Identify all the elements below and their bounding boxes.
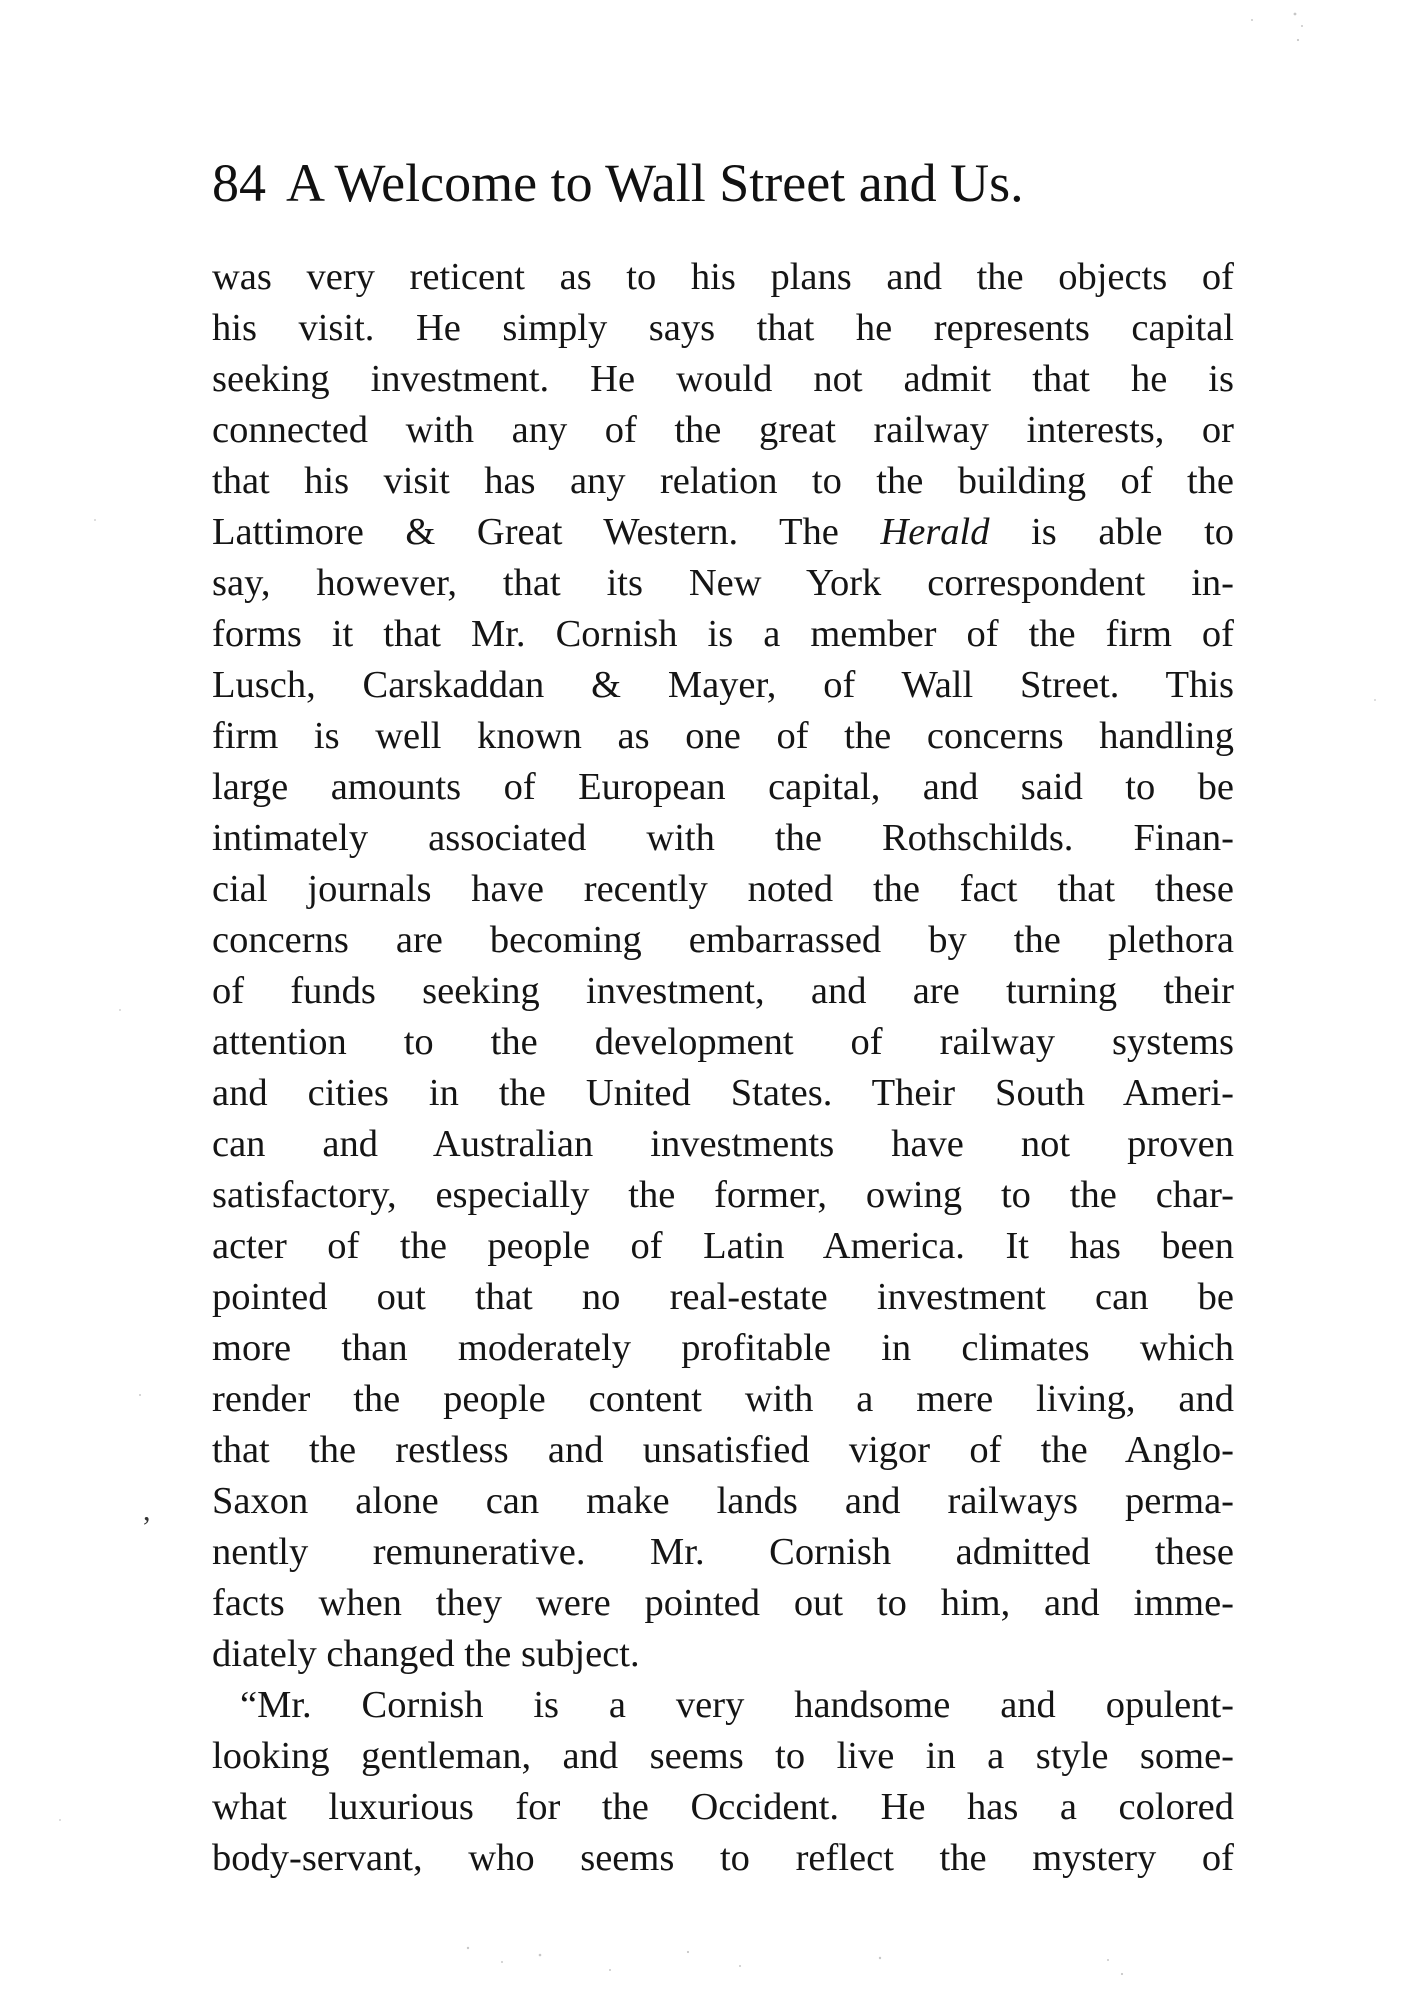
text-line: attention to the development of railway systems <box>212 1021 1234 1063</box>
speck <box>1301 25 1303 27</box>
text-line: was very reticent as to his plans and the objects of <box>212 256 1234 298</box>
margin-mark: , <box>143 1494 151 1527</box>
text-line: connected with any of the great railway interests, or <box>212 409 1234 451</box>
body-text <box>212 252 1234 1884</box>
text-line: satisfactory, especially the former, owing to the char- <box>212 1174 1234 1216</box>
text-line: large amounts of European capital, and said to be <box>212 766 1234 808</box>
text-line: of funds seeking investment, and are turning their <box>212 970 1234 1012</box>
speck <box>119 1009 121 1011</box>
speck <box>739 1965 741 1967</box>
herald-line-before: Lattimore & Great Western. The <box>212 511 881 553</box>
text-line: seeking investment. He would not admit that he is <box>212 358 1234 400</box>
speck <box>1121 1973 1123 1975</box>
text-line-paragraph-start: “Mr. Cornish is a very handsome and opulent- <box>240 1684 1234 1726</box>
speck <box>1374 699 1376 701</box>
running-title: A Welcome to Wall Street and Us. <box>286 153 1024 213</box>
text-line: forms it that Mr. Cornish is a member of the firm of <box>212 613 1234 655</box>
speck <box>467 1947 469 1949</box>
text-line: nently remunerative. Mr. Cornish admitted these <box>212 1531 1234 1573</box>
text-line: that his visit has any relation to the building of the <box>212 460 1234 502</box>
text-line: his visit. He simply says that he represents capital <box>212 307 1234 349</box>
text-line: Saxon alone can make lands and railways perma- <box>212 1480 1234 1522</box>
text-line: Lusch, Carskaddan & Mayer, of Wall Street. This <box>212 664 1234 706</box>
text-line: concerns are becoming embarrassed by the plethora <box>212 919 1234 961</box>
speck <box>139 1394 141 1396</box>
text-line: more than moderately profitable in climates which <box>212 1327 1234 1369</box>
text-line: looking gentleman, and seems to live in a style some- <box>212 1735 1234 1777</box>
speck <box>609 1969 611 1971</box>
speck <box>1107 1959 1109 1961</box>
speck <box>539 1954 542 1957</box>
herald-italic: Herald <box>880 511 990 553</box>
text-line: that the restless and unsatisfied vigor of the Anglo- <box>212 1429 1234 1471</box>
speck <box>59 1819 61 1821</box>
speck <box>94 519 96 521</box>
text-line: facts when they were pointed out to him, and imme- <box>212 1582 1234 1624</box>
text-line: render the people content with a mere living, and <box>212 1378 1234 1420</box>
text-line: cial journals have recently noted the fact that these <box>212 868 1234 910</box>
text-line: firm is well known as one of the concerns handling <box>212 715 1234 757</box>
speck <box>501 1961 503 1963</box>
text-line: body-servant, who seems to reflect the mystery of <box>212 1837 1234 1879</box>
text-line-herald <box>212 507 1234 558</box>
speck <box>879 1957 881 1959</box>
running-header <box>212 148 1232 218</box>
herald-line-after: is able to <box>989 511 1235 553</box>
text-line: say, however, that its New York correspondent in- <box>212 562 1234 604</box>
text-line: and cities in the United States. Their South Ameri- <box>212 1072 1234 1114</box>
text-line-paragraph-end: diately changed the subject. <box>212 1633 640 1675</box>
text-line: pointed out that no real-estate investment can be <box>212 1276 1234 1318</box>
speck <box>1297 39 1299 41</box>
speck <box>1251 19 1253 21</box>
text-line: what luxurious for the Occident. He has a colored <box>212 1786 1234 1828</box>
speck <box>687 1951 689 1953</box>
text-line: intimately associated with the Rothschilds. Finan- <box>212 817 1234 859</box>
text-line: acter of the people of Latin America. It has been <box>212 1225 1234 1267</box>
text-line: can and Australian investments have not proven <box>212 1123 1234 1165</box>
page-number: 84 <box>212 153 266 213</box>
speck <box>1294 13 1297 16</box>
